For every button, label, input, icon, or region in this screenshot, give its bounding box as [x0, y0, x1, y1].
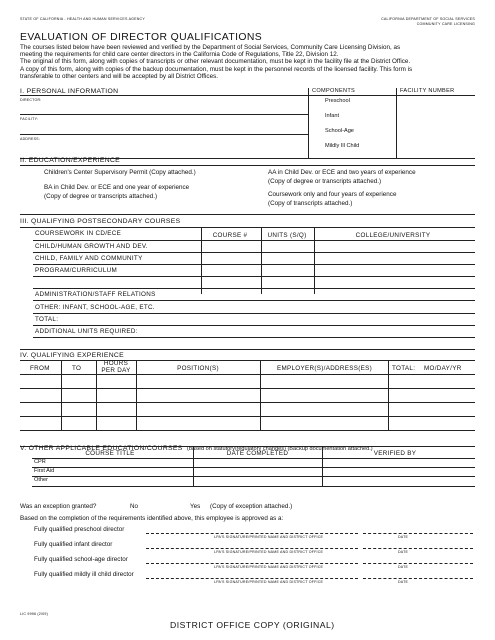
col-to: TO	[72, 365, 82, 372]
other-course-row-label: First Aid	[34, 468, 55, 474]
course-row-label: TOTAL:	[35, 316, 59, 323]
edu-coursework[interactable]: Coursework only and four years of experience	[268, 191, 397, 198]
intro-line: transferable to other centers and will be accepted by all District Offices.	[20, 72, 218, 80]
address-field-label: ADDRESS:	[20, 137, 40, 141]
course-row-label: ADMINISTRATION/STAFF RELATIONS	[35, 291, 156, 298]
other-course-row-rule	[32, 486, 475, 487]
col-course-number: COURSE #	[212, 232, 248, 239]
component-infant[interactable]: Infant	[325, 113, 339, 119]
components-header: COMPONENTS	[312, 88, 356, 94]
date-caption: DATE	[398, 535, 409, 539]
exp-row-rule	[20, 402, 475, 403]
col-hours	[97, 361, 135, 374]
signature-line[interactable]	[146, 548, 358, 549]
edu-aa[interactable]: AA in Child Dev. or ECE and two years of experience	[268, 169, 416, 176]
col-date-completed: DATE COMPLETED	[226, 450, 289, 457]
signature-line[interactable]	[146, 533, 358, 534]
from-col-divider	[61, 360, 62, 430]
exception-yes-note: (Copy of exception attached.)	[210, 503, 293, 510]
component-school-age[interactable]: School-Age	[325, 128, 354, 134]
exp-row-rule	[20, 374, 475, 375]
component-preschool[interactable]: Preschool	[325, 98, 350, 104]
section1-heading: I. PERSONAL INFORMATION	[20, 88, 119, 95]
director-field-label: DIRECTOR:	[20, 98, 42, 102]
component-mildly-ill[interactable]: Mildly Ill Child	[325, 143, 360, 149]
employer-col-divider	[388, 360, 389, 430]
other-course-row-label: CPR	[34, 459, 46, 465]
signature-caption: LPA'S SIGNATURE/PRINTED NAME AND DISTRICT OFFICE	[214, 580, 324, 584]
exp-row-rule	[20, 416, 475, 417]
course-row-label: PROGRAM/CURRICULUM	[35, 267, 118, 274]
section1-top-rule	[20, 95, 475, 96]
exp-row-rule	[20, 430, 475, 431]
course-row-label: ADDITIONAL UNITS REQUIRED:	[35, 328, 138, 335]
course-row-rule	[33, 313, 475, 314]
date-line[interactable]	[363, 563, 473, 564]
signature-caption: LPA'S SIGNATURE/PRINTED NAME AND DISTRICT OFFICE	[214, 550, 324, 554]
col-hours-line2: PER DAY	[101, 366, 131, 374]
course-row-label: CHILD/HUMAN GROWTH AND DEV.	[35, 243, 148, 250]
course-row-rule	[33, 264, 475, 265]
other-course-row-rule	[32, 467, 475, 468]
course-row-rule	[33, 325, 475, 326]
section4-heading-rule	[20, 360, 475, 361]
date-line[interactable]	[363, 548, 473, 549]
exception-no-option[interactable]: No	[130, 503, 139, 510]
hours-col-divider	[136, 360, 137, 430]
col-hours-line1: HOURS	[103, 360, 129, 367]
verified-col-divider	[322, 446, 323, 486]
section2-heading-rule	[20, 165, 475, 166]
section4-top-rule	[20, 349, 475, 350]
col-mo-day-yr: MO/DAY/YR	[424, 365, 462, 372]
edu-permit[interactable]: Children's Center Supervisory Permit (Copy attached.)	[44, 169, 196, 176]
col-from: FROM	[30, 365, 50, 372]
col-coursework: COURSEWORK IN CD/ECE	[35, 230, 122, 237]
course-row-rule	[33, 240, 475, 241]
other-course-row-label: Other	[34, 477, 48, 483]
position-col-divider	[260, 360, 261, 430]
agency-right-1: CALIFORNIA DEPARTMENT OF SOCIAL SERVICES	[381, 17, 475, 21]
col-positions: POSITION(S)	[177, 365, 219, 372]
college-col-divider	[314, 227, 315, 294]
exp-row-rule	[20, 388, 475, 389]
approval-item[interactable]: Fully qualified school-age director	[34, 556, 128, 563]
other-course-row-rule	[32, 458, 475, 459]
signature-caption: LPA'S SIGNATURE/PRINTED NAME AND DISTRICT OFFICE	[214, 565, 324, 569]
exception-question: Was an exception granted?	[20, 503, 97, 510]
components-left-border	[308, 88, 309, 158]
col-college: COLLEGE/UNIVERSITY	[355, 232, 431, 239]
agency-right-2: COMMUNITY CARE LICENSING	[416, 22, 475, 26]
signature-line[interactable]	[146, 578, 358, 579]
facility-number-header: FACILITY NUMBER	[400, 88, 455, 94]
date-line[interactable]	[363, 533, 473, 534]
approval-item[interactable]: Fully qualified mildly ill child director	[34, 571, 134, 578]
intro-text	[20, 44, 480, 80]
date-col-divider	[193, 446, 194, 486]
intro-line: meeting the requirements for child care center directors in the California Code of Regulations, Title 22, Division 12.	[20, 51, 339, 59]
section5-heading-rule	[20, 446, 475, 447]
section3-heading-rule	[20, 227, 475, 228]
edu-ba-note: (Copy of degree or transcripts attached.)	[44, 193, 158, 200]
course-row-label: OTHER: INFANT, SCHOOL-AGE, ETC.	[35, 304, 155, 311]
edu-coursework-note: (Copy of transcripts attached.)	[268, 200, 353, 207]
approval-intro: Based on the completion of the requirements identified above, this employee is approved as a:	[20, 515, 284, 522]
intro-line: A copy of this form, along with copies of the backup documentation, must be kept in the personnel records of the licensed facility. This form is	[20, 65, 413, 73]
page-title: EVALUATION OF DIRECTOR QUALIFICATIONS	[20, 32, 263, 43]
copy-label: DISTRICT OFFICE COPY (ORIGINAL)	[170, 620, 335, 630]
date-caption: DATE	[398, 580, 409, 584]
course-row-rule	[33, 300, 475, 301]
edu-aa-note: (Copy of degree or transcripts attached.)	[268, 178, 382, 185]
section2-heading: II. EDUCATION/EXPERIENCE	[20, 157, 120, 164]
units-col-divider	[261, 227, 262, 294]
signature-caption: LPA'S SIGNATURE/PRINTED NAME AND DISTRICT OFFICE	[214, 535, 324, 539]
to-col-divider	[96, 360, 97, 430]
facility-field-line[interactable]	[20, 134, 308, 135]
edu-ba[interactable]: BA in Child Dev. or ECE and one year of experience	[44, 184, 190, 191]
other-course-row-rule	[32, 476, 475, 477]
course-col-divider	[201, 227, 202, 294]
date-caption: DATE	[398, 565, 409, 569]
date-line[interactable]	[363, 578, 473, 579]
director-field-line[interactable]	[20, 114, 308, 115]
course-row-rule	[33, 337, 475, 338]
section3-top-rule	[20, 214, 475, 215]
approval-item[interactable]: Fully qualified infant director	[34, 541, 113, 548]
form-number: LIC 9996 (2/09)	[20, 612, 48, 616]
col-total: TOTAL:	[392, 365, 416, 372]
col-employers: EMPLOYER(S)/ADDRESS(ES)	[276, 365, 373, 372]
approval-item[interactable]: Fully qualified preschool director	[34, 526, 125, 533]
section5-heading-note: (based on statutory/regulatory changes) (Backup documentation attached.)	[187, 446, 373, 452]
intro-line: The original of this form, along with copies of transcripts or other relevant documentation, must be kept in the facility file at the District Office.	[20, 58, 411, 66]
course-row-rule	[33, 276, 475, 277]
facility-number-left-border	[396, 88, 397, 158]
col-units: UNITS (S/Q)	[267, 232, 307, 239]
date-caption: DATE	[398, 550, 409, 554]
section4-heading: IV. QUALIFYING EXPERIENCE	[20, 352, 124, 359]
course-row-rule	[33, 252, 475, 253]
col-course-title: COURSE TITLE	[85, 450, 135, 457]
facility-field-label: FACILITY:	[20, 117, 39, 121]
col-verified-by: VERIFIED BY	[373, 450, 417, 457]
agency-left: STATE OF CALIFORNIA - HEALTH AND HUMAN SERVICES AGENCY	[20, 17, 145, 21]
section5-heading: V. OTHER APPLICABLE EDUCATION/COURSES	[20, 445, 183, 452]
signature-line[interactable]	[146, 563, 358, 564]
exception-yes-option[interactable]: Yes	[190, 503, 201, 510]
course-row-label: CHILD, FAMILY AND COMMUNITY	[35, 255, 143, 262]
section3-heading: III. QUALIFYING POSTSECONDARY COURSES	[20, 218, 181, 225]
intro-line: The courses listed below have been reviewed and verified by the Department of Social Services, Community Care Licensing Division, as	[20, 44, 401, 51]
course-row-rule	[33, 288, 475, 289]
